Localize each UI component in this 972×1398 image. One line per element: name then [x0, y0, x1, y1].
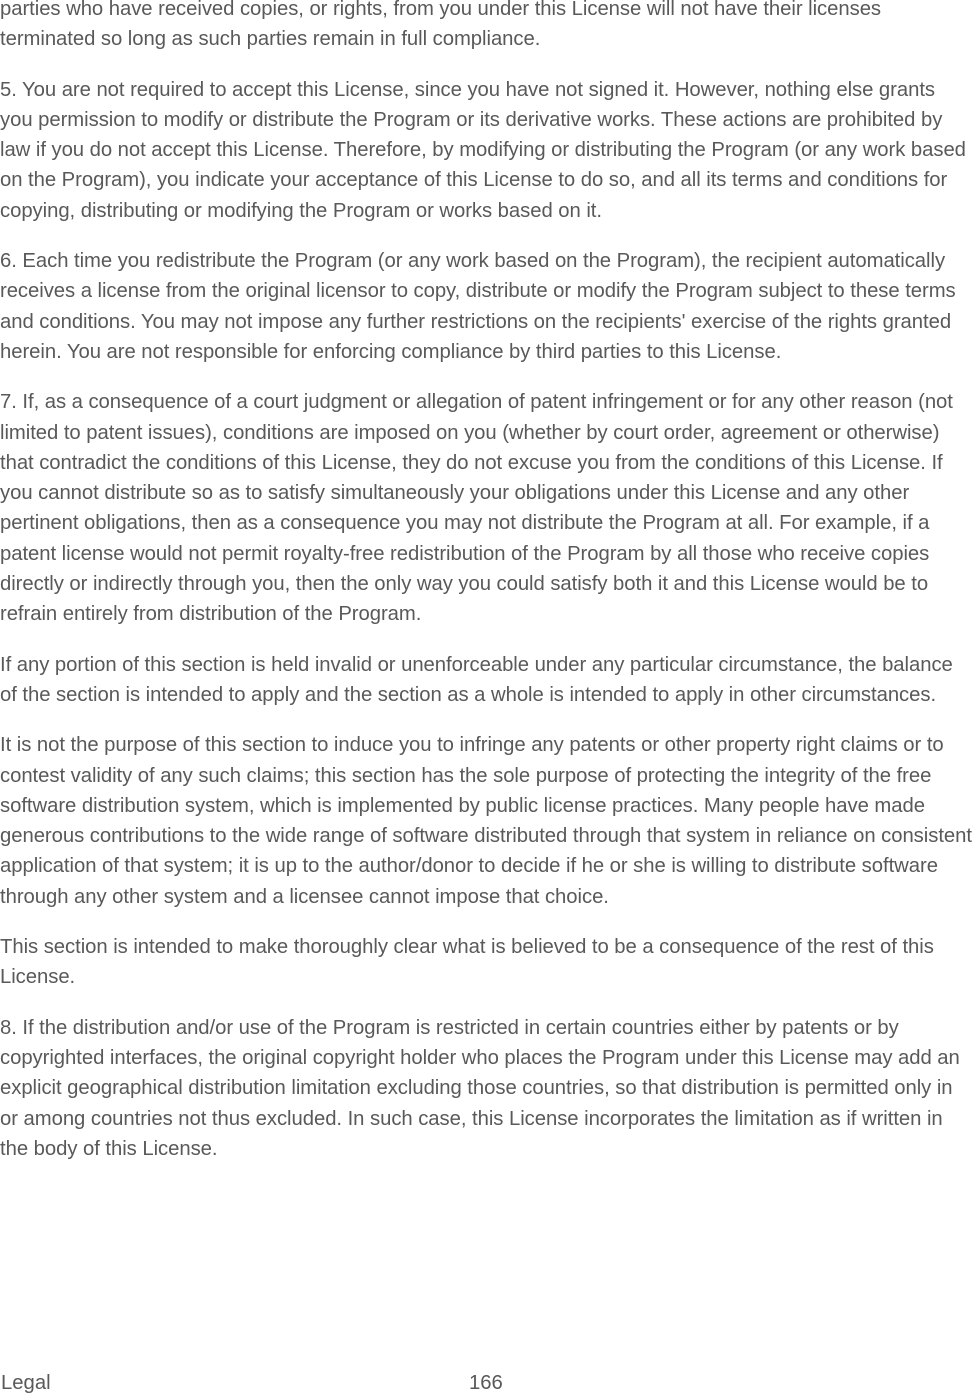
paragraph-section-6: 6. Each time you redistribute the Program (or any work based on the Program), the recipient automatically receives a license from the original licensor to copy, distribute or modify the Program subject to these terms and conditions. You may not impose any further restrictions on the recipients' exercise of the rights granted herein. You are not responsible for enforcing compliance by third parties to this License.	[0, 250, 956, 363]
paragraph-continuation: parties who have received copies, or rights, from you under this License will not have their licenses terminated so long as such parties remain in full compliance.	[0, 0, 882, 51]
page-number: 166	[469, 1372, 503, 1394]
paragraph-section-5: 5. You are not required to accept this License, since you have not signed it. However, nothing else grants you permission to modify or distribute the Program or its derivative works. These actions are prohibited by law if you do not accept this License. Therefore, by modifying or distributing the Program (or any work based on the Program), you indicate your acceptance of this License to do so, and all its terms and conditions for copying, distributing or modifying the Program or works based on it.	[0, 78, 966, 222]
paragraph-section-7-clarification: This section is intended to make thoroughly clear what is believed to be a consequence of the rest of this License.	[0, 936, 934, 989]
footer-section-label: Legal	[1, 1372, 51, 1394]
paragraph-section-7-purpose: It is not the purpose of this section to induce you to infringe any patents or other property right claims or to contest validity of any such claims; this section has the sole purpose of protecting the integrity of the free software distribution system, which is implemented by public license practices. Many people have made generous contributions to the wide range of software distributed through that system in reliance on consistent application of that system; it is up to the author/donor to decide if he or she is willing to distribute software through any other system and a licensee cannot impose that choice.	[0, 734, 972, 908]
paragraph-section-7-invalid-portion: If any portion of this section is held invalid or unenforceable under any particular circumstance, the balance of the section is intended to apply and the section as a whole is intended to apply in other circumstances.	[0, 653, 953, 706]
paragraph-section-7: 7. If, as a consequence of a court judgment or allegation of patent infringement or for any other reason (not limited to patent issues), conditions are imposed on you (whether by court order, agreement or otherwise) that contradict the conditions of this License, they do not excuse you from the conditions of this License. If you cannot distribute so as to satisfy simultaneously your obligations under this License and any other pertinent obligations, then as a consequence you may not distribute the Program at all. For example, if a patent license would not permit royalty-free redistribution of the Program by all those who receive copies directly or indirectly through you, then the only way you could satisfy both it and this License would be to refrain entirely from distribution of the Program.	[0, 391, 953, 626]
paragraph-section-8: 8. If the distribution and/or use of the Program is restricted in certain countries either by patents or by copyrighted interfaces, the original copyright holder who places the Program under this License may add an explicit geographical distribution limitation excluding those countries, so that distribution is permitted only in or among countries not thus excluded. In such case, this License incorporates the limitation as if written in the body of this License.	[0, 1016, 960, 1160]
page-footer	[0, 1368, 972, 1398]
